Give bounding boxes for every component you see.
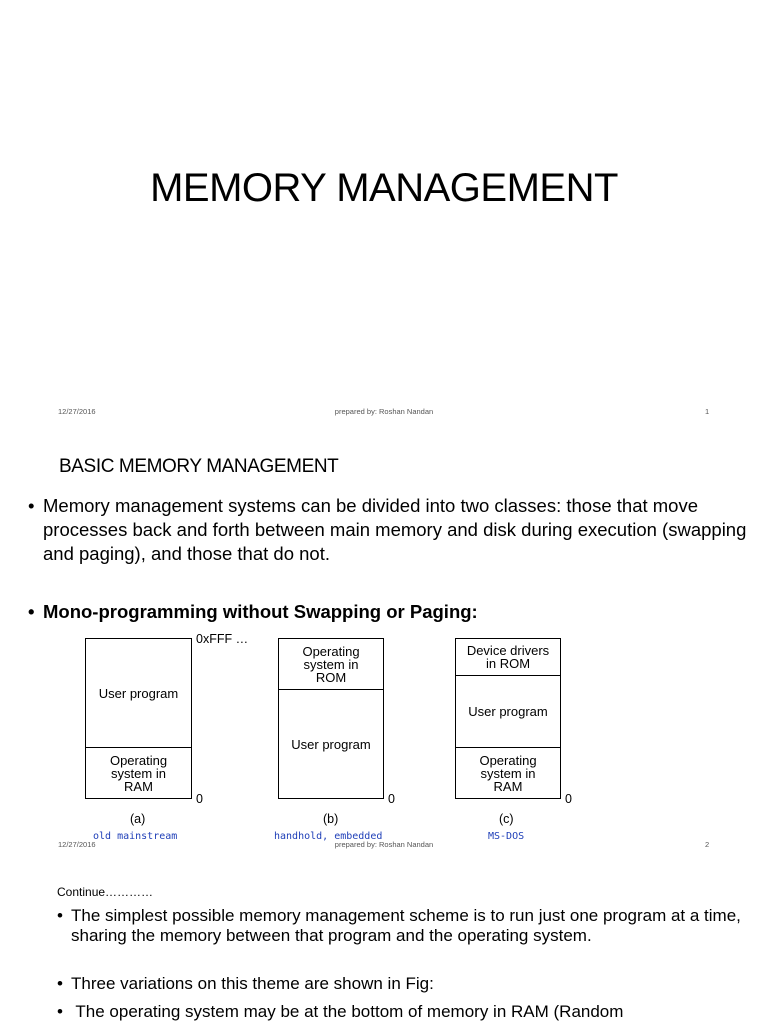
memory-block-c bbox=[455, 638, 561, 799]
footer-date: 12/27/2016 bbox=[58, 840, 96, 849]
slide-title: BASIC MEMORY MANAGEMENT bbox=[59, 456, 339, 477]
memory-layout-figure bbox=[70, 630, 586, 848]
footer-author: prepared by: Roshan Nandan bbox=[334, 840, 434, 849]
caption-c: MS-DOS bbox=[488, 831, 525, 842]
bullet-text: The operating system may be at the bottom of memory in RAM (Random bbox=[71, 1002, 624, 1021]
bullet-dot-icon: • bbox=[57, 974, 63, 993]
footer-date: 12/27/2016 bbox=[58, 407, 96, 416]
user-program-region: User program bbox=[468, 704, 548, 719]
bullet-item bbox=[57, 974, 747, 994]
bullet-item bbox=[57, 906, 747, 946]
bottom-address-label: 0 bbox=[388, 792, 395, 806]
os-ram-region: Operating system in RAM bbox=[109, 753, 168, 794]
slide-title: Continue………… bbox=[57, 885, 154, 899]
figure-label-c: (c) bbox=[499, 812, 514, 826]
slide-2 bbox=[0, 430, 768, 860]
bullet-text: Three variations on this theme are shown in Fig: bbox=[71, 974, 434, 993]
bottom-address-label: 0 bbox=[196, 792, 203, 806]
bullet-dot-icon: • bbox=[28, 601, 35, 622]
footer-author: prepared by: Roshan Nandan bbox=[334, 407, 434, 416]
footer-page-number: 1 bbox=[705, 407, 710, 416]
device-drivers-rom-region: Device drivers in ROM bbox=[466, 643, 550, 671]
os-rom-region: Operating system in ROM bbox=[302, 643, 360, 685]
bullet-text: Memory management systems can be divided into two classes: those that move processes back and forth between main memory and disk during execution (swapping and paging), and those that do not. bbox=[43, 495, 747, 564]
bullet-text: Mono-programming without Swapping or Paging: bbox=[43, 601, 478, 622]
os-ram-region: Operating system in RAM bbox=[479, 753, 537, 794]
user-program-region: User program bbox=[98, 685, 179, 701]
bullet-item bbox=[28, 600, 748, 624]
figure-label-b: (b) bbox=[323, 812, 339, 826]
caption-b: handhold, embedded bbox=[274, 831, 383, 842]
bullet-item bbox=[57, 1002, 747, 1022]
slide-3 bbox=[0, 860, 768, 1024]
memory-block-b bbox=[278, 638, 384, 799]
bullet-item bbox=[28, 494, 748, 566]
slide-1 bbox=[0, 0, 768, 430]
caption-a: old mainstream bbox=[93, 831, 178, 842]
figure-label-a: (a) bbox=[130, 812, 146, 826]
bullet-dot-icon: • bbox=[57, 1002, 63, 1021]
bottom-address-label: 0 bbox=[565, 792, 572, 806]
top-address-label: 0xFFF … bbox=[196, 632, 249, 646]
user-program-region: User program bbox=[291, 737, 371, 752]
bullet-text: The simplest possible memory management scheme is to run just one program at a time, sharing the memory between that program and the operating system. bbox=[71, 906, 741, 945]
bullet-dot-icon: • bbox=[57, 906, 63, 925]
bullet-dot-icon: • bbox=[28, 495, 35, 516]
memory-block-a bbox=[85, 638, 192, 799]
footer-page-number: 2 bbox=[705, 840, 710, 849]
slide-title: MEMORY MANAGEMENT bbox=[150, 166, 618, 210]
